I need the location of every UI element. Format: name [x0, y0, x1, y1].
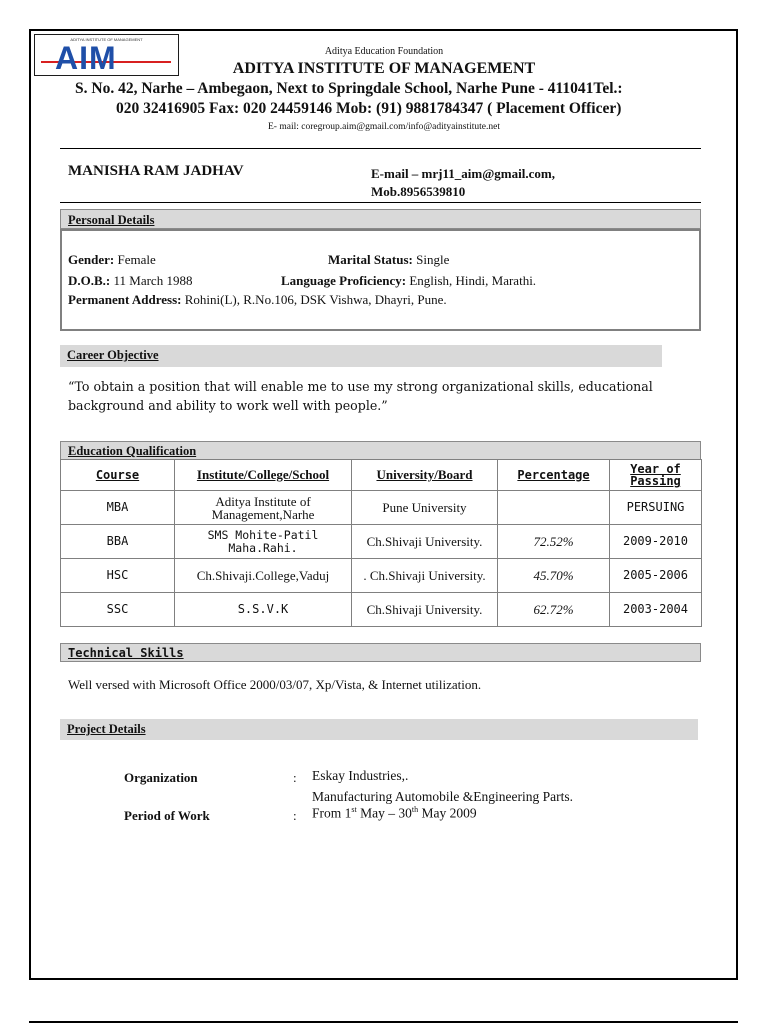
project-period-value	[312, 805, 477, 822]
section-project-details: Project Details	[60, 719, 698, 740]
technical-skills-text: Well versed with Microsoft Office 2000/03/07, Xp/Vista, & Internet utilization.	[68, 677, 482, 692]
bottom-rule	[29, 1021, 738, 1023]
col-institute: Institute/College/School	[175, 460, 352, 491]
project-organization-colon: :	[293, 770, 297, 785]
gender-field	[68, 252, 156, 268]
course-cell: HSC	[61, 559, 175, 593]
percentage-cell	[498, 491, 610, 525]
board-cell: Ch.Shivaji University.	[352, 593, 498, 627]
board-cell: Ch.Shivaji University.	[352, 525, 498, 559]
course-cell: SSC	[61, 593, 175, 627]
candidate-contact	[371, 165, 555, 201]
period-mid-sup: th	[411, 805, 419, 814]
candidate-email: E-mail – mrj11_aim@gmail.com,	[371, 166, 555, 181]
language-label: Language Proficiency:	[281, 273, 407, 288]
percentage-cell: 62.72%	[498, 593, 610, 627]
year-cell: 2005-2006	[610, 559, 702, 593]
period-from-sup: st	[351, 805, 357, 814]
board-cell: . Ch.Shivaji University.	[352, 559, 498, 593]
candidate-mobile: Mob.8956539810	[371, 184, 466, 199]
year-cell: PERSUING	[610, 491, 702, 525]
percentage-cell: 45.70%	[498, 559, 610, 593]
marital-field	[328, 252, 449, 268]
language-field	[281, 273, 536, 289]
gender-label: Gender:	[68, 252, 115, 267]
period-from-text: From 1	[312, 805, 352, 821]
career-objective-text: “To obtain a position that will enable me to use my strong organizational skills, educational background and ability to work well with people.”	[68, 379, 653, 413]
candidate-name: MANISHA RAM JADHAV	[68, 163, 244, 179]
header-divider	[60, 148, 701, 149]
foundation-name: Aditya Education Foundation	[324, 46, 444, 57]
address-field	[68, 292, 447, 308]
section-personal-details: Personal Details	[60, 209, 701, 229]
marital-value: Single	[412, 252, 450, 267]
gender-value: Female	[114, 252, 156, 267]
project-organization-label: Organization	[124, 770, 198, 785]
section-career-objective: Career Objective	[60, 345, 662, 367]
section-technical-skills: Technical Skills	[60, 643, 701, 662]
address-label: Permanent Address:	[68, 292, 182, 307]
institute-cell: Ch.Shivaji.College,Vaduj	[175, 559, 352, 593]
address-value: Rohini(L), R.No.106, DSK Vishwa, Dhayri, Pune.	[181, 292, 447, 307]
col-percentage: Percentage	[498, 460, 610, 491]
col-year: Year of Passing	[610, 460, 702, 491]
dob-field	[68, 273, 192, 289]
marital-label: Marital Status:	[328, 252, 413, 267]
logo-aim-text: AIM	[55, 40, 117, 76]
language-value: English, Hindi, Marathi.	[406, 273, 537, 288]
institute-cell: S.S.V.K	[175, 593, 352, 627]
table-row	[61, 559, 702, 593]
col-course: Course	[61, 460, 175, 491]
candidate-divider	[60, 202, 701, 203]
dob-label: D.O.B.:	[68, 273, 111, 288]
period-end-text: May 2009	[418, 805, 477, 821]
table-row	[61, 491, 702, 525]
percentage-cell: 72.52%	[498, 525, 610, 559]
project-organization-description: Manufacturing Automobile &Engineering Parts.	[312, 789, 573, 804]
project-period-colon: :	[293, 808, 297, 823]
institute-address-line1: S. No. 42, Narhe – Ambegaon, Next to Springdale School, Narhe Pune - 411041Tel.:	[75, 80, 623, 97]
course-cell: MBA	[61, 491, 175, 525]
institute-cell: SMS Mohite-Patil Maha.Rahi.	[175, 525, 352, 559]
board-cell: Pune University	[352, 491, 498, 525]
education-table	[60, 459, 702, 627]
section-education: Education Qualification	[60, 441, 701, 460]
table-row	[61, 525, 702, 559]
logo-small-text: ADITYA INSTITUTE OF MANAGEMENT	[70, 37, 143, 42]
institute-cell: Aditya Institute of Management,Narhe	[175, 491, 352, 525]
period-mid-text: May – 30	[356, 805, 412, 821]
col-university: University/Board	[352, 460, 498, 491]
year-cell: 2003-2004	[610, 593, 702, 627]
table-row	[61, 593, 702, 627]
year-cell: 2009-2010	[610, 525, 702, 559]
dob-value: 11 March 1988	[110, 273, 193, 288]
education-header-row	[61, 460, 702, 491]
institute-name: ADITYA INSTITUTE OF MANAGEMENT	[232, 60, 536, 77]
course-cell: BBA	[61, 525, 175, 559]
project-organization-value: Eskay Industries,.	[312, 768, 409, 783]
institute-email: E- mail: coregroup.aim@gmail.com/info@adityainstitute.net	[268, 122, 500, 132]
project-period-label: Period of Work	[124, 808, 210, 823]
institute-address-line2: 020 32416905 Fax: 020 24459146 Mob: (91) 9881784347 ( Placement Officer)	[116, 100, 622, 117]
